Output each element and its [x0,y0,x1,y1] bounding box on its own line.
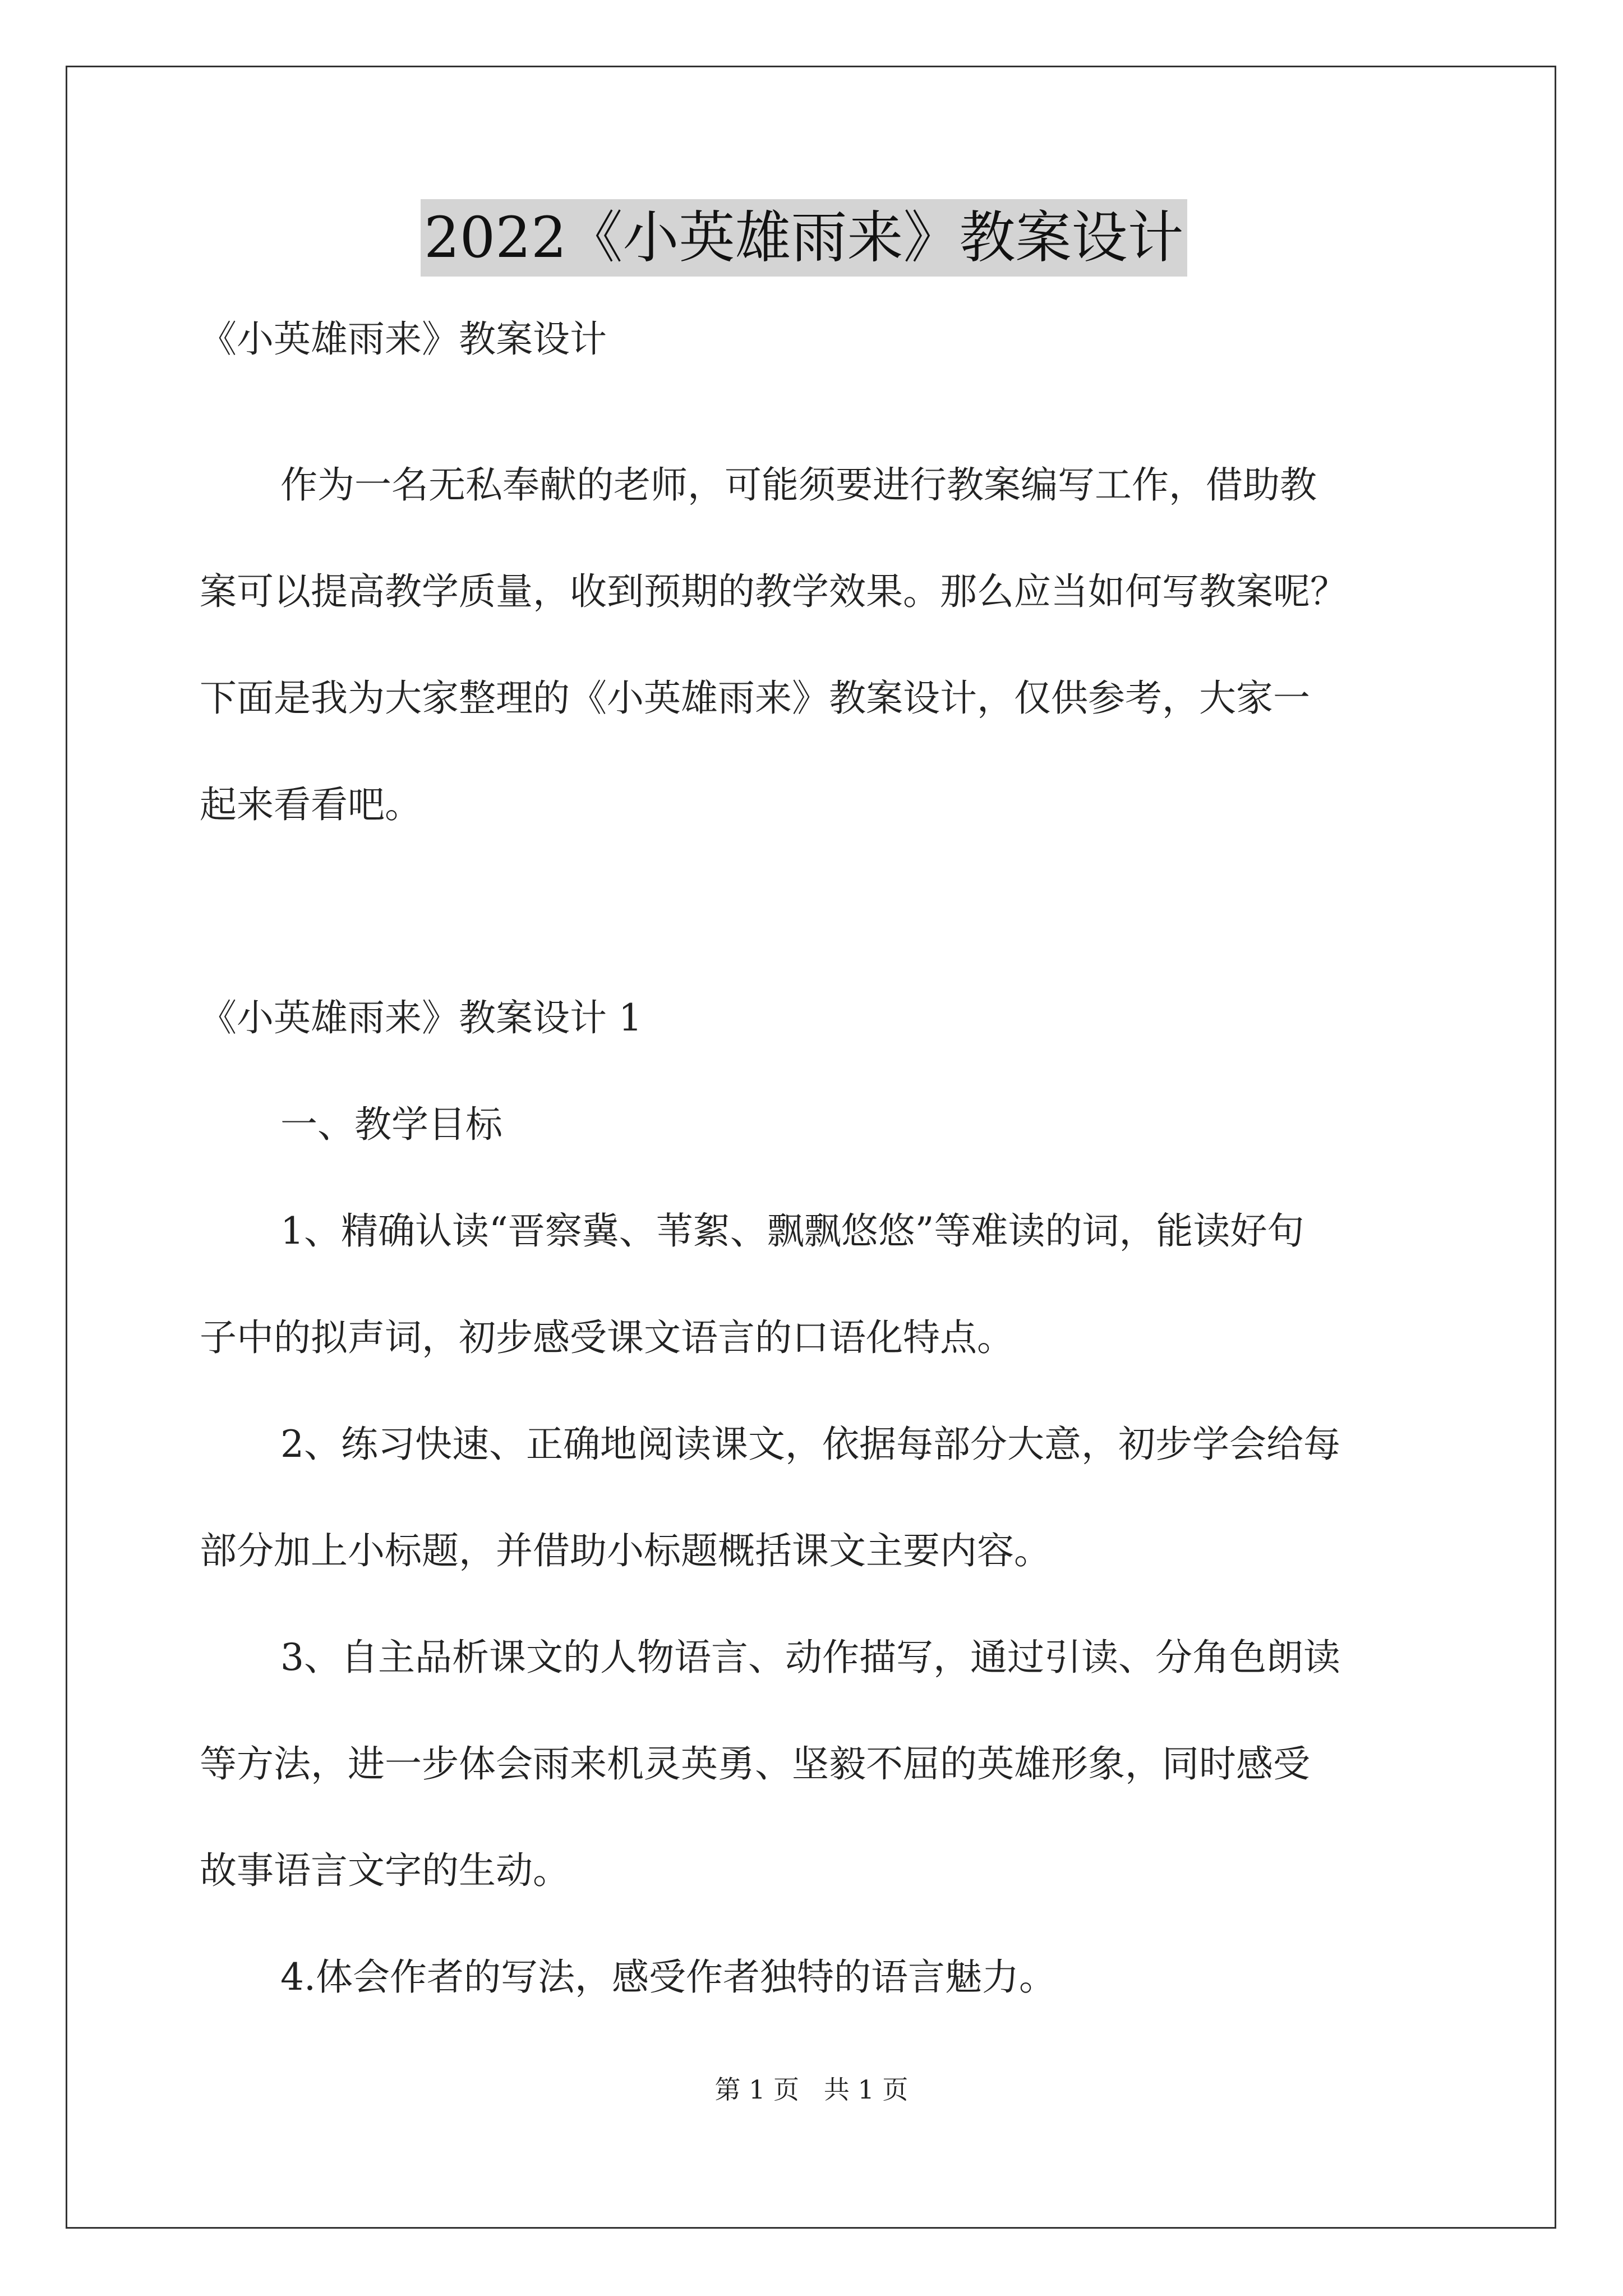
page-border [66,66,1556,2229]
objective-line-4: 部分加上小标题，并借助小标题概括课文主要内容。 [200,1529,1051,1572]
objectives-heading: 一、教学目标 [280,1103,502,1146]
intro-line-3: 下面是我为大家整理的《小英雄雨来》教案设计，仅供参考，大家一 [200,677,1310,720]
objective-line-1: 1、精确认读“晋察冀、苇絮、飘飘悠悠”等难读的词，能读好句 [280,1209,1304,1253]
objective-line-6: 等方法，进一步体会雨来机灵英勇、坚毅不屈的英雄形象，同时感受 [200,1742,1310,1786]
objective-line-7: 故事语言文字的生动。 [200,1849,570,1892]
objective-line-2: 子中的拟声词，初步感受课文语言的口语化特点。 [200,1316,1014,1359]
intro-line-1: 作为一名无私奉献的老师，可能须要进行教案编写工作，借助教 [280,463,1317,507]
document-subtitle: 《小英雄雨来》教案设计 [200,318,607,361]
objective-line-5: 3、自主品析课文的人物语言、动作描写，通过引读、分角色朗读 [280,1636,1340,1679]
objective-line-8: 4.体会作者的写法，感受作者独特的语言魅力。 [280,1955,1056,1999]
page-footer: 第 1 页 共 1 页 [714,2074,909,2105]
document-title: 2022《小英雄雨来》教案设计 [421,199,1187,277]
section-title: 《小英雄雨来》教案设计 1 [200,996,642,1039]
intro-line-4: 起来看看吧。 [200,783,422,826]
objective-line-3: 2、练习快速、正确地阅读课文，依据每部分大意，初步学会给每 [280,1423,1340,1466]
intro-line-2: 案可以提高教学质量，收到预期的教学效果。那么应当如何写教案呢？ [200,570,1347,613]
